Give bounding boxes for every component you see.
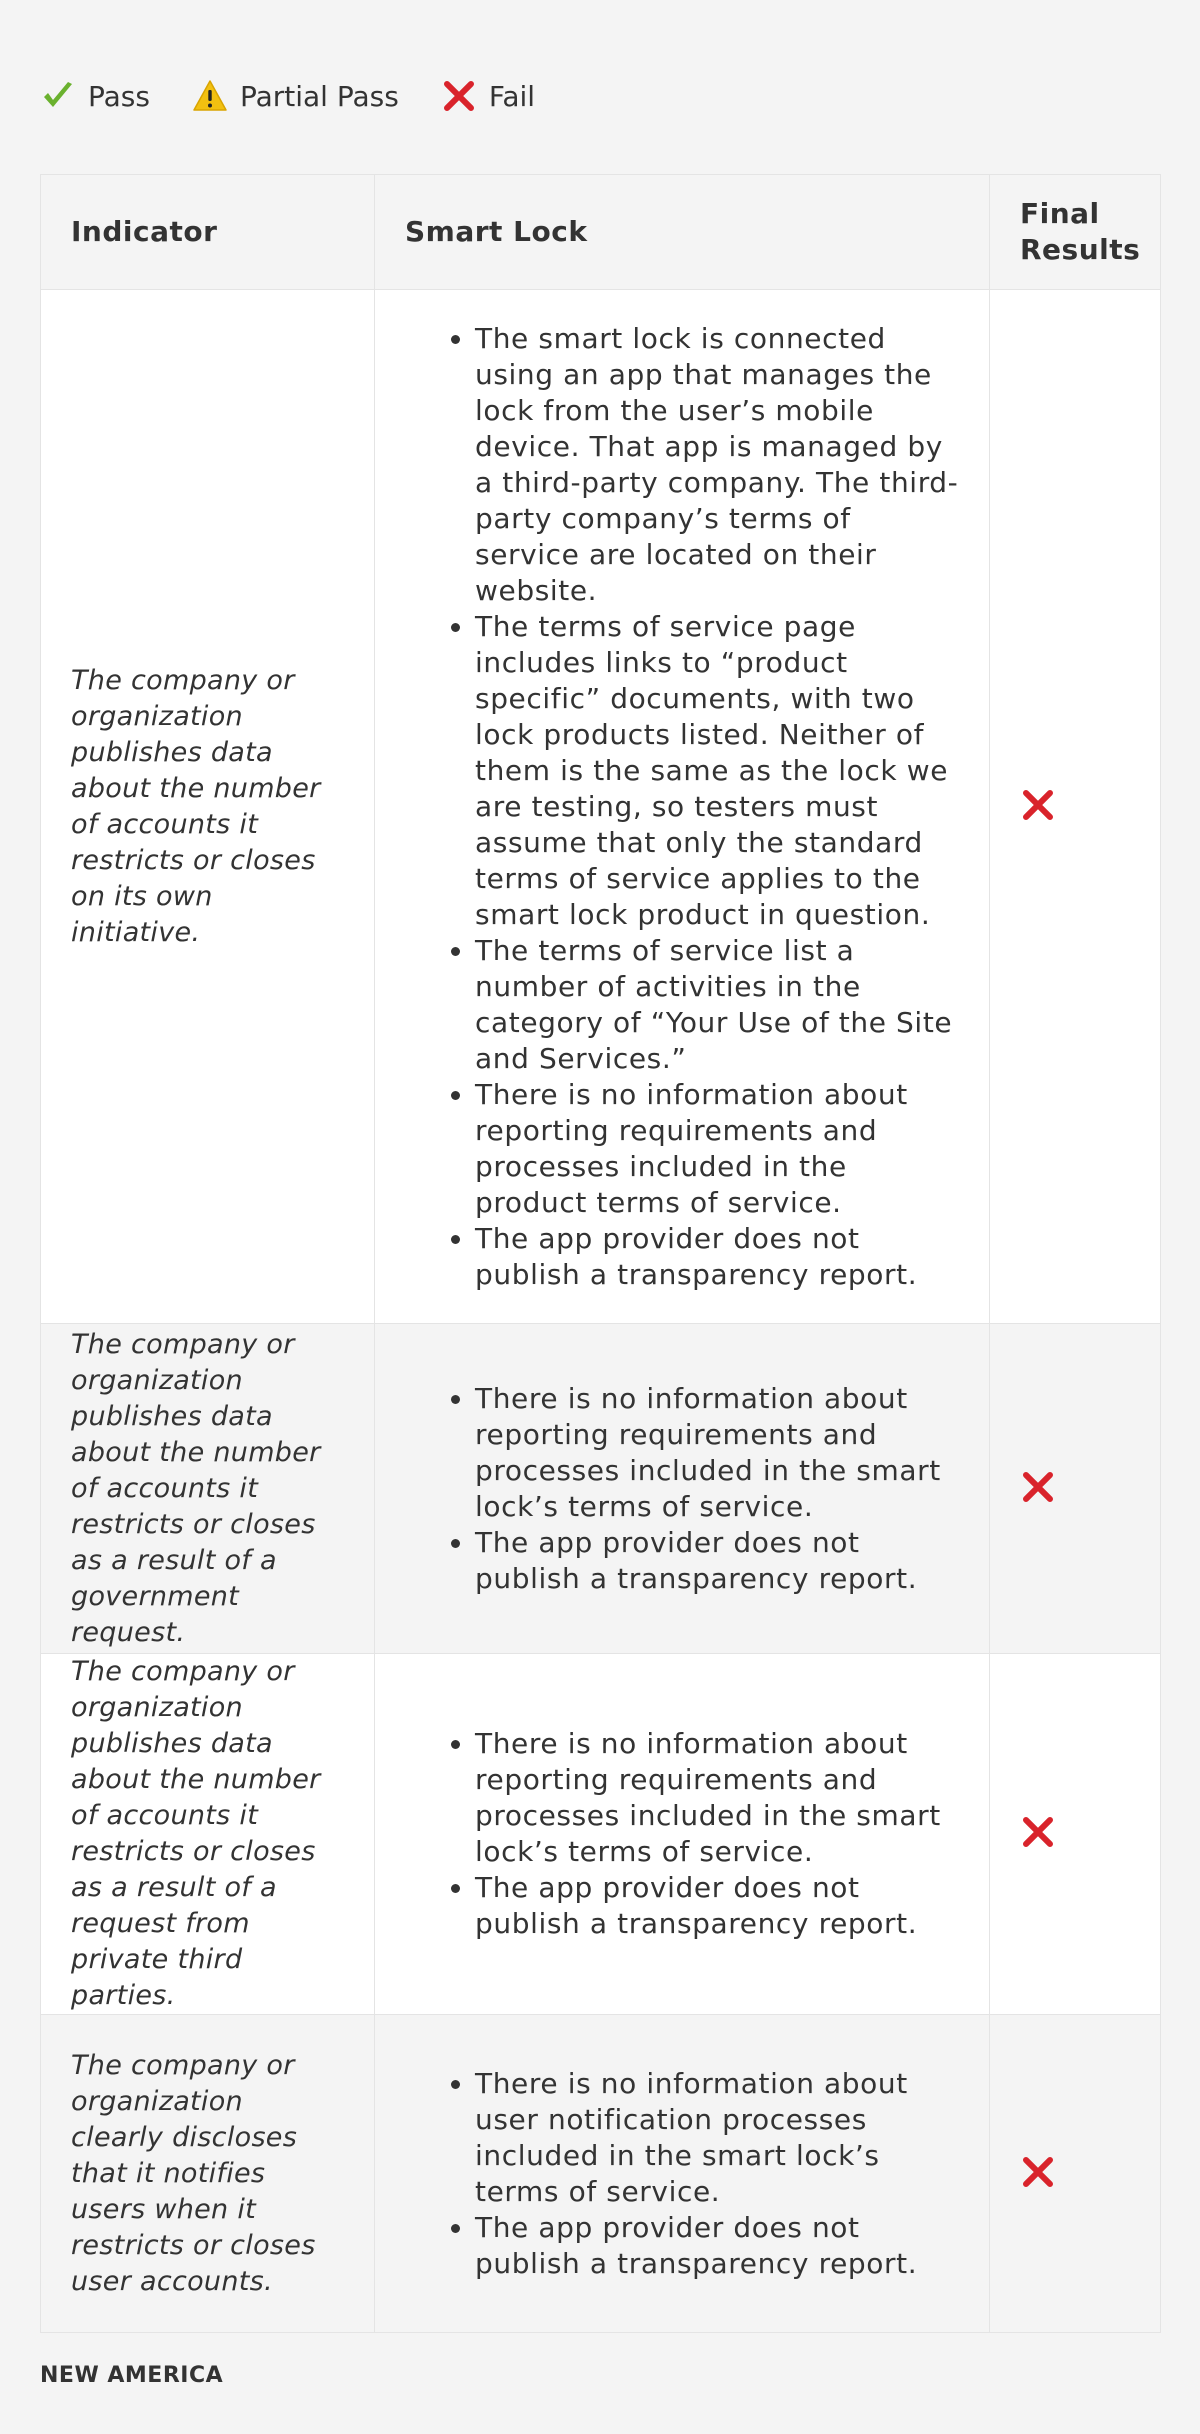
bullet-item: • The app provider does not publish a transparency report. bbox=[475, 1221, 959, 1293]
table-header-row bbox=[41, 175, 1161, 290]
bullet-item: • The app provider does not publish a transparency report. bbox=[475, 2210, 959, 2282]
warning-icon bbox=[192, 78, 228, 114]
table-row bbox=[41, 1654, 1161, 2015]
indicator-cell: The company or organization publishes data about the number of accounts it restricts or closes as a result of a government request. bbox=[41, 1324, 375, 1654]
fail-icon bbox=[1020, 1814, 1056, 1850]
check-icon bbox=[40, 78, 76, 114]
legend-label-fail: Fail bbox=[488, 79, 536, 113]
fail-icon bbox=[1020, 1469, 1056, 1505]
header-final-results: Final Results bbox=[990, 175, 1161, 290]
final-result-cell bbox=[990, 2015, 1161, 2333]
cross-icon bbox=[441, 78, 477, 114]
indicator-cell: The company or organization publishes data about the number of accounts it restricts or closes on its own initiative. bbox=[41, 290, 375, 1324]
indicator-cell: The company or organization clearly discloses that it notifies users when it restricts or closes user accounts. bbox=[41, 2015, 375, 2333]
legend-item-fail bbox=[441, 78, 535, 114]
bullet-list bbox=[405, 1381, 959, 1597]
table-row bbox=[41, 290, 1161, 1324]
header-smart-lock: Smart Lock bbox=[375, 175, 990, 290]
bullet-list bbox=[405, 2066, 959, 2282]
legend-label-partial: Partial Pass bbox=[239, 79, 399, 113]
results-table bbox=[40, 174, 1161, 2333]
legend bbox=[40, 74, 577, 118]
bullet-item: • The terms of service list a number of activities in the category of “Your Use of the Site and Services.” bbox=[475, 933, 959, 1077]
bullet-item: • The app provider does not publish a transparency report. bbox=[475, 1870, 959, 1942]
bullet-item: • The terms of service page includes links to “product specific” documents, with two lock products listed. Neither of them is the same as the lock we are testing, so testers must assume that only the standard terms of service applies to the smart lock product in question. bbox=[475, 609, 959, 933]
table-row bbox=[41, 1324, 1161, 1654]
bullet-list bbox=[405, 1726, 959, 1942]
header-indicator: Indicator bbox=[41, 175, 375, 290]
brand-logo-text: NEW AMERICA bbox=[40, 2363, 224, 2388]
smart-lock-cell bbox=[375, 2015, 990, 2333]
bullet-list bbox=[405, 321, 959, 1293]
legend-item-pass bbox=[40, 78, 150, 114]
bullet-item: • There is no information about reporting requirements and processes included in the smart lock’s terms of service. bbox=[475, 1726, 959, 1870]
bullet-item: • The app provider does not publish a transparency report. bbox=[475, 1525, 959, 1597]
final-result-cell bbox=[990, 1324, 1161, 1654]
indicator-cell: The company or organization publishes data about the number of accounts it restricts or closes as a result of a request from private third parties. bbox=[41, 1654, 375, 2015]
final-result-cell bbox=[990, 1654, 1161, 2015]
bullet-item: • There is no information about user notification processes included in the smart lock’s terms of service. bbox=[475, 2066, 959, 2210]
smart-lock-cell bbox=[375, 1654, 990, 2015]
bullet-item: • There is no information about reporting requirements and processes included in the smart lock’s terms of service. bbox=[475, 1381, 959, 1525]
fail-icon bbox=[1020, 2154, 1056, 2190]
bullet-item: • The smart lock is connected using an app that manages the lock from the user’s mobile device. That app is managed by a third-party company. The third-party company’s terms of service are located on their website. bbox=[475, 321, 959, 609]
smart-lock-cell bbox=[375, 1324, 990, 1654]
fail-icon bbox=[1020, 787, 1056, 823]
smart-lock-cell bbox=[375, 290, 990, 1324]
final-result-cell bbox=[990, 290, 1161, 1324]
legend-label-pass: Pass bbox=[88, 79, 150, 113]
bullet-item: • There is no information about reporting requirements and processes included in the product terms of service. bbox=[475, 1077, 959, 1221]
legend-item-partial bbox=[192, 78, 399, 114]
table-row bbox=[41, 2015, 1161, 2333]
